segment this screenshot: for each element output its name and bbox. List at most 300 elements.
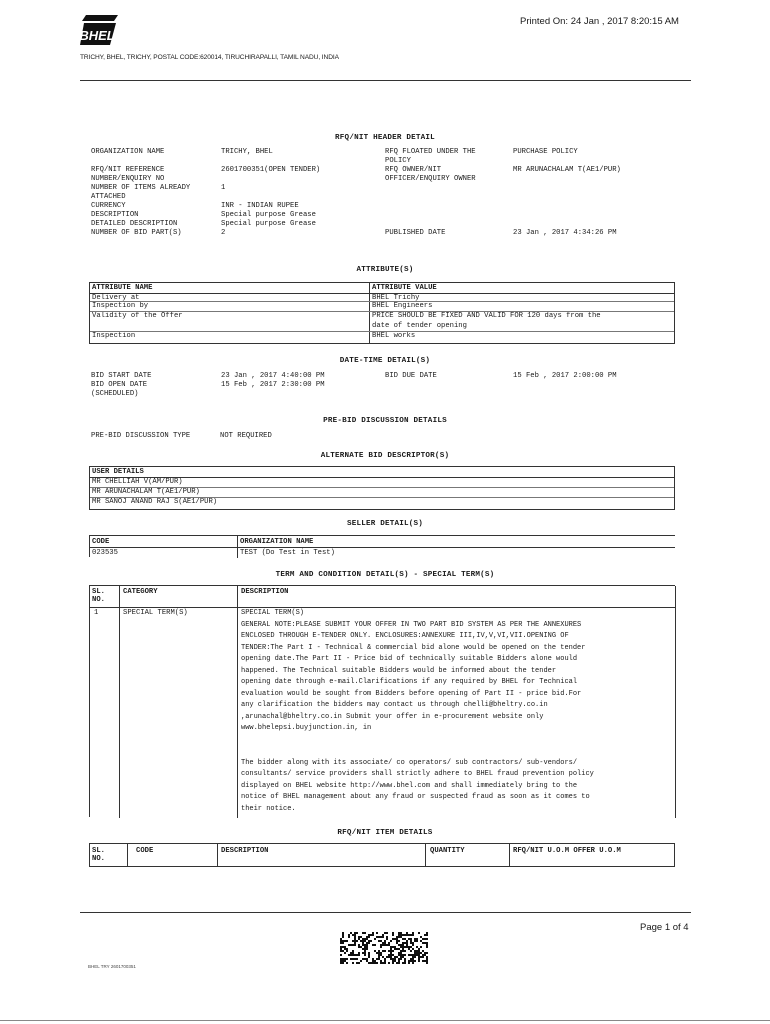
barcode-cell: [372, 934, 374, 936]
barcode-cell: [360, 940, 362, 942]
barcode-cell: [408, 946, 410, 948]
barcode-cell: [424, 942, 426, 944]
barcode-cell: [400, 936, 402, 938]
barcode-cell: [396, 948, 398, 950]
barcode-cell: [426, 962, 428, 964]
barcode-cell: [366, 938, 368, 940]
terms-description-line: displayed on BHEL website http://www.bhel.com and shall immediately bring to the: [241, 781, 578, 790]
rfq-header-value: 2: [221, 229, 226, 237]
barcode-cell: [340, 942, 342, 944]
terms-description-line: www.bhelepsi.buyjunction.in, in: [241, 724, 372, 732]
barcode-cell: [414, 952, 416, 954]
terms-col-description: DESCRIPTION: [241, 588, 289, 596]
barcode-cell: [342, 960, 344, 962]
barcode-cell: [418, 956, 420, 958]
barcode-cell: [380, 940, 382, 942]
barcode-cell: [380, 946, 382, 948]
barcode-cell: [392, 932, 394, 934]
barcode-cell: [362, 952, 364, 954]
barcode-cell: [412, 942, 414, 944]
attributes-title: ATTRIBUTE(S): [356, 266, 414, 274]
terms-description-line: opening date through e-mail.Clarifications if any required by BHEL for Technical: [241, 678, 578, 686]
barcode-cell: [412, 956, 414, 958]
barcode-cell: [392, 958, 394, 960]
barcode-cell: [378, 940, 380, 942]
barcode-cell: [400, 954, 402, 956]
rfq-header-label: RFQ OWNER/NIT: [385, 166, 442, 174]
attribute-name: Inspection by: [92, 302, 149, 310]
barcode-cell: [352, 940, 354, 942]
barcode-cell: [342, 950, 344, 952]
alternate-user: MR CHELLIAH V(AM/PUR): [92, 478, 183, 486]
barcode-cell: [424, 952, 426, 954]
barcode-cell: [426, 958, 428, 960]
barcode-cell: [356, 954, 358, 956]
attribute-value: PRICE SHOULD BE FIXED AND VALID FOR 120 days from the: [372, 312, 601, 320]
barcode-cell: [412, 958, 414, 960]
datetime-label: BID DUE DATE: [385, 372, 437, 380]
barcode-cell: [374, 960, 376, 962]
barcode-cell: [368, 940, 370, 942]
rfq-header-label: DETAILED DESCRIPTION: [91, 220, 178, 228]
barcode-cell: [396, 942, 398, 944]
seller-org: TEST (Do Test in Test): [240, 549, 335, 557]
barcode-cell: [394, 948, 396, 950]
alternate-user: MR SANOJ ANAND RAJ S(AE1/PUR): [92, 498, 218, 506]
barcode-cell: [366, 958, 368, 960]
barcode-cell: [384, 958, 386, 960]
barcode-cell: [340, 958, 342, 960]
barcode-cell: [358, 946, 360, 948]
barcode-cell: [350, 958, 352, 960]
barcode-cell: [340, 962, 342, 964]
rfq-header-value: MR ARUNACHALAM T(AE1/PUR): [513, 166, 621, 174]
items-col-quantity: QUANTITY: [430, 847, 465, 855]
barcode-cell: [390, 958, 392, 960]
barcode-cell: [402, 954, 404, 956]
barcode-cell: [354, 932, 356, 934]
barcode-cell: [364, 948, 366, 950]
datetime-label: BID OPEN DATE: [91, 381, 148, 389]
barcode-cell: [384, 944, 386, 946]
barcode-cell: [378, 936, 380, 938]
barcode-cell: [398, 954, 400, 956]
barcode-cell: [372, 962, 374, 964]
barcode-cell: [362, 932, 364, 934]
barcode-cell: [396, 938, 398, 940]
barcode-cell: [386, 936, 388, 938]
barcode-cell: [346, 940, 348, 942]
terms-col-sl2: NO.: [92, 596, 105, 604]
barcode-cell: [416, 950, 418, 952]
barcode-cell: [382, 962, 384, 964]
barcode-cell: [426, 960, 428, 962]
barcode-cell: [380, 962, 382, 964]
barcode-cell: [366, 948, 368, 950]
barcode-cell: [414, 940, 416, 942]
barcode-cell: [384, 932, 386, 934]
barcode-cell: [364, 940, 366, 942]
terms-col-category: CATEGORY: [123, 588, 158, 596]
barcode-cell: [424, 954, 426, 956]
barcode-cell: [364, 952, 366, 954]
rfq-header-title: RFQ/NIT HEADER DETAIL: [335, 134, 435, 142]
barcode-cell: [390, 952, 392, 954]
terms-table: [89, 585, 675, 817]
barcode-cell: [406, 942, 408, 944]
barcode-cell: [368, 956, 370, 958]
barcode-cell: [392, 934, 394, 936]
barcode-cell: [392, 960, 394, 962]
rfq-header-label: ORGANIZATION NAME: [91, 148, 165, 156]
barcode-cell: [342, 932, 344, 934]
barcode-cell: [366, 944, 368, 946]
barcode-cell: [342, 942, 344, 944]
barcode-cell: [340, 948, 342, 950]
barcode-cell: [406, 934, 408, 936]
barcode-cell: [352, 958, 354, 960]
datetime-title: DATE-TIME DETAIL(S): [339, 357, 431, 365]
terms-description-line: opening date.The Part II - Price bid of technically suitable Bidders alone would: [241, 655, 578, 663]
barcode-cell: [374, 938, 376, 940]
barcode-cell: [396, 940, 398, 942]
barcode-cell: [386, 932, 388, 934]
barcode-cell: [404, 954, 406, 956]
barcode-cell: [388, 944, 390, 946]
terms-description-line: any clarification the bidders may contact us through chelli@bheltry.co.in: [241, 701, 548, 709]
barcode-cell: [352, 954, 354, 956]
barcode-cell: [398, 958, 400, 960]
barcode-cell: [376, 952, 378, 954]
barcode-cell: [408, 938, 410, 940]
barcode-cell: [354, 944, 356, 946]
barcode-cell: [404, 950, 406, 952]
attributes-table: [89, 282, 675, 344]
barcode-cell: [426, 946, 428, 948]
terms-description-line: consultants/ service providers shall strictly adhere to BHEL fraud prevention policy: [241, 770, 594, 778]
barcode-cell: [348, 954, 350, 956]
attribute-name: Inspection: [92, 332, 136, 340]
barcode-cell: [422, 938, 424, 940]
barcode-cell: [410, 946, 412, 948]
barcode-cell: [394, 946, 396, 948]
terms-description-line: ENCLOSED THROUGH E-TENDER ONLY. ENCLOSURES:ANNEXURE III,IV,V,VI,VII.OPENING OF: [241, 632, 569, 640]
barcode-cell: [358, 962, 360, 964]
barcode-cell: [384, 942, 386, 944]
barcode-cell: [418, 952, 420, 954]
svg-text:BHEL: BHEL: [80, 28, 115, 43]
barcode-cell: [382, 934, 384, 936]
barcode-cell: [372, 932, 374, 934]
barcode-cell: [400, 950, 402, 952]
barcode-cell: [352, 950, 354, 952]
barcode-cell: [358, 936, 360, 938]
datetime-value: 23 Jan , 2017 4:40:00 PM: [221, 372, 325, 380]
prebid-title: PRE-BID DISCUSSION DETAILS: [323, 417, 447, 425]
barcode-cell: [412, 944, 414, 946]
barcode-cell: [406, 932, 408, 934]
barcode-cell: [346, 962, 348, 964]
attr-col-name: ATTRIBUTE NAME: [92, 284, 153, 292]
barcode-cell: [340, 938, 342, 940]
terms-sl-value: 1: [94, 609, 99, 617]
barcode-cell: [410, 950, 412, 952]
seller-table: [89, 535, 675, 557]
barcode-cell: [342, 946, 344, 948]
barcode-cell: [346, 958, 348, 960]
barcode-cell: [354, 934, 356, 936]
barcode-cell: [412, 960, 414, 962]
barcode-cell: [342, 962, 344, 964]
barcode-cell: [350, 954, 352, 956]
attribute-value: BHEL works: [372, 332, 416, 340]
barcode-cell: [396, 956, 398, 958]
barcode-cell: [378, 950, 380, 952]
barcode-cell: [350, 944, 352, 946]
barcode-cell: [392, 938, 394, 940]
barcode-cell: [390, 950, 392, 952]
barcode-cell: [420, 940, 422, 942]
barcode-cell: [362, 944, 364, 946]
barcode-cell: [426, 934, 428, 936]
barcode-cell: [364, 954, 366, 956]
barcode-cell: [400, 952, 402, 954]
rfq-header-value: 1: [221, 184, 226, 192]
barcode-cell: [408, 954, 410, 956]
barcode-cell: [380, 960, 382, 962]
barcode-cell: [384, 950, 386, 952]
barcode-cell: [394, 956, 396, 958]
barcode-cell: [364, 938, 366, 940]
barcode-cell: [368, 934, 370, 936]
barcode-cell: [352, 944, 354, 946]
barcode-cell: [376, 962, 378, 964]
barcode-cell: [346, 948, 348, 950]
rfq-header-label: DESCRIPTION: [91, 211, 139, 219]
barcode-cell: [394, 938, 396, 940]
rfq-header-value: INR - INDIAN RUPEE: [221, 202, 299, 210]
seller-col-code: CODE: [92, 538, 110, 546]
barcode-cell: [344, 958, 346, 960]
barcode-cell: [420, 956, 422, 958]
barcode-cell: [414, 950, 416, 952]
barcode-cell: [362, 940, 364, 942]
rfq-header-value: Special purpose Grease: [221, 211, 316, 219]
barcode-cell: [374, 950, 376, 952]
terms-description-line: SPECIAL TERM(S): [241, 609, 305, 617]
barcode-cell: [390, 954, 392, 956]
barcode-cell: [364, 944, 366, 946]
barcode-cell: [426, 932, 428, 934]
barcode-cell: [356, 940, 358, 942]
items-col-code: CODE: [136, 847, 154, 855]
page-bottom-edge: [0, 1020, 770, 1021]
barcode-cell: [370, 962, 372, 964]
barcode-cell: [380, 954, 382, 956]
barcode-cell: [378, 956, 380, 958]
barcode-cell: [358, 954, 360, 956]
items-col-uom: RFQ/NIT U.O.M OFFER U.O.M: [513, 847, 621, 855]
barcode-cell: [358, 938, 360, 940]
seller-col-org: ORGANIZATION NAME: [240, 538, 314, 546]
terms-description-line: ,arunachal@bheltry.co.in Submit your offer in e-procurement website only: [241, 712, 544, 721]
barcode-cell: [370, 934, 372, 936]
barcode-cell: [402, 946, 404, 948]
address-line: TRICHY, BHEL, TRICHY, POSTAL CODE:620014, TIRUCHIRAPALLI, TAMIL NADU, INDIA: [80, 54, 339, 61]
barcode-cell: [418, 932, 420, 934]
barcode-cell: [402, 944, 404, 946]
page-number: Page 1 of 4: [640, 922, 689, 933]
rfq-header-value: TRICHY, BHEL: [221, 148, 273, 156]
barcode-cell: [426, 938, 428, 940]
rfq-header-value: 2601700351(OPEN TENDER): [221, 166, 321, 174]
barcode-cell: [410, 942, 412, 944]
items-title: RFQ/NIT ITEM DETAILS: [337, 829, 433, 837]
barcode-cell: [380, 952, 382, 954]
barcode-cell: [414, 960, 416, 962]
terms-description-line: notice of BHEL management about any fraud or suspected fraud as soon as it comes to: [241, 793, 590, 801]
barcode-cell: [382, 944, 384, 946]
barcode-cell: [426, 944, 428, 946]
footer-divider: [80, 912, 691, 913]
footer-small-ref: BHEL TRY 2601700351: [88, 964, 136, 969]
barcode-cell: [392, 954, 394, 956]
barcode-cell: [398, 936, 400, 938]
barcode-cell: [404, 962, 406, 964]
barcode-cell: [352, 952, 354, 954]
barcode-cell: [402, 948, 404, 950]
barcode-cell: [394, 960, 396, 962]
barcode-cell: [390, 946, 392, 948]
barcode-cell: [368, 942, 370, 944]
barcode-cell: [414, 956, 416, 958]
barcode-cell: [376, 932, 378, 934]
barcode-cell: [382, 950, 384, 952]
barcode-cell: [388, 942, 390, 944]
barcode-cell: [402, 956, 404, 958]
barcode-cell: [362, 938, 364, 940]
barcode-cell: [390, 948, 392, 950]
barcode-cell: [402, 950, 404, 952]
barcode-cell: [398, 940, 400, 942]
barcode-cell: [412, 932, 414, 934]
barcode-cell: [354, 938, 356, 940]
barcode-cell: [420, 952, 422, 954]
barcode-cell: [366, 936, 368, 938]
barcode-cell: [398, 948, 400, 950]
barcode-cell: [356, 962, 358, 964]
barcode-cell: [402, 938, 404, 940]
barcode-cell: [410, 960, 412, 962]
bhel-logo: [80, 14, 120, 46]
barcode-cell: [364, 946, 366, 948]
barcode-cell: [386, 944, 388, 946]
attr-col-value: ATTRIBUTE VALUE: [372, 284, 437, 292]
barcode-cell: [400, 932, 402, 934]
barcode-cell: [386, 956, 388, 958]
barcode-cell: [400, 946, 402, 948]
barcode-cell: [358, 944, 360, 946]
datetime-label: (SCHEDULED): [91, 390, 139, 398]
barcode-cell: [354, 954, 356, 956]
rfq-header-value: PURCHASE POLICY: [513, 148, 578, 156]
items-col-sl: SL.: [92, 847, 105, 855]
barcode-cell: [398, 960, 400, 962]
barcode-cell: [348, 934, 350, 936]
terms-col-sl: SL.: [92, 588, 105, 596]
barcode-cell: [412, 934, 414, 936]
rfq-header-label: RFQ/NIT REFERENCE: [91, 166, 165, 174]
barcode-cell: [354, 940, 356, 942]
barcode-cell: [348, 936, 350, 938]
barcode-cell: [352, 934, 354, 936]
barcode-cell: [400, 958, 402, 960]
barcode-cell: [376, 958, 378, 960]
barcode-cell: [368, 954, 370, 956]
barcode-cell: [382, 936, 384, 938]
barcode-cell: [368, 952, 370, 954]
barcode-cell: [394, 958, 396, 960]
barcode-cell: [404, 934, 406, 936]
barcode-cell: [360, 946, 362, 948]
barcode-cell: [420, 946, 422, 948]
rfq-header-label: NUMBER OF BID PART(S): [91, 229, 182, 237]
barcode-cell: [390, 956, 392, 958]
barcode-cell: [388, 954, 390, 956]
barcode-cell: [356, 932, 358, 934]
barcode-cell: [364, 958, 366, 960]
barcode-cell: [364, 950, 366, 952]
prebid-type-label: PRE-BID DISCUSSION TYPE: [91, 432, 191, 440]
alternate-title: ALTERNATE BID DESCRIPTOR(S): [320, 452, 450, 460]
items-col-description: DESCRIPTION: [221, 847, 269, 855]
barcode-cell: [408, 934, 410, 936]
barcode-cell: [358, 952, 360, 954]
rfq-header-value: Special purpose Grease: [221, 220, 316, 228]
barcode-cell: [378, 952, 380, 954]
barcode-cell: [402, 934, 404, 936]
barcode-cell: [366, 946, 368, 948]
barcode-cell: [422, 942, 424, 944]
barcode-cell: [398, 962, 400, 964]
barcode-cell: [368, 936, 370, 938]
barcode-cell: [404, 938, 406, 940]
barcode-cell: [376, 936, 378, 938]
barcode-image: [340, 932, 428, 964]
barcode-cell: [386, 938, 388, 940]
barcode-cell: [408, 962, 410, 964]
barcode-cell: [402, 962, 404, 964]
attribute-value: date of tender opening: [372, 322, 467, 330]
barcode-cell: [418, 958, 420, 960]
printed-on: Printed On: 24 Jan , 2017 8:20:15 AM: [520, 16, 679, 27]
barcode-cell: [374, 962, 376, 964]
barcode-cell: [340, 960, 342, 962]
barcode-cell: [380, 936, 382, 938]
barcode-cell: [340, 940, 342, 942]
barcode-cell: [396, 962, 398, 964]
attribute-value: BHEL Trichy: [372, 294, 420, 302]
barcode-cell: [418, 954, 420, 956]
barcode-cell: [354, 958, 356, 960]
barcode-cell: [412, 962, 414, 964]
barcode-cell: [416, 954, 418, 956]
prebid-type-value: NOT REQUIRED: [220, 432, 272, 440]
barcode-cell: [346, 950, 348, 952]
alt-col-user: USER DETAILS: [92, 468, 144, 476]
terms-description-line: evaluation would be sought from Bidders before opening of Part II - price bid.For: [241, 689, 582, 698]
barcode-cell: [398, 952, 400, 954]
